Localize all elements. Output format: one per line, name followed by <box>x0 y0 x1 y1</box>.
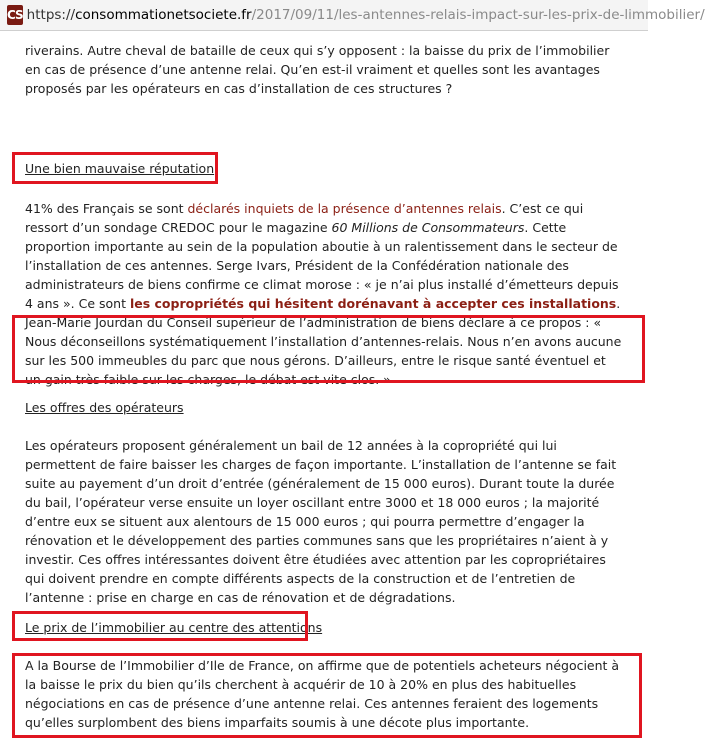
paragraph-reputation <box>25 199 625 389</box>
paragraph-text: . Cette proportion importante au sein de la population aboutie à un ralentissement dans le secteur de l’installation de ces antennes. Serge Ivars, Président de la Confédération nationale des administrateurs de biens confirme ce climat morose : « je n’ai plus installé d’émetteurs depuis 4 ans ». Ce sont <box>25 220 619 311</box>
paragraph-text: . C’est ce qui ressort d’un sondage CREDOC pour le magazine <box>25 201 584 235</box>
heading-prix-immobilier: Le prix de l’immobilier au centre des attentions <box>25 620 323 635</box>
paragraph-prix: A la Bourse de l’Immobilier d’Ile de France, on affirme que de potentiels acheteurs négocient à la baisse le prix du bien qu’ils cherchent à acquérir de 10 à 20% en plus des habituelles négociations en cas de présence d’une antenne relai. Ces antennes feraient des logements qu’elles surplombent des biens imparfaits soumis à une décote plus importante. <box>25 658 620 730</box>
url-domain: consommationetsociete.fr <box>75 7 252 23</box>
paragraph-offres: Les opérateurs proposent généralement un bail de 12 années à la copropriété qui lui permettent de faire baisser les charges de façon importante. L’installation de l’antenne se fait suite au payement d’un droit d’entrée (généralement de 15 000 euros). Durant toute la durée du bail, l’opérateur verse ensuite un loyer oscillant entre 3000 et 18 000 euros ; la majorité d’entre eux se situent aux alentours de 15 000 euros ; qui pourra permettre d’engager la rénovation et le développement des parties communes sans que les propriétaires n’aient à y investir. Ces offres intéressantes doivent être étudiées avec attention par les copropriétaires qui doivent prendre en compte différents aspects de la construction et de l’entretien de l’antenne : prise en charge en cas de rénovation et de dégradations. <box>25 438 617 605</box>
intro-paragraph: riverains. Autre cheval de bataille de ceux qui s’y opposent : la baisse du prix de l’immobilier en cas de présence d’une antenne relai. Qu’en est-il vraiment et quelles sont les avantages proposés par les opérateurs en cas d’installation de ces structures ? <box>25 43 610 96</box>
heading-mauvaise-reputation: Une bien mauvaise réputation <box>25 161 215 176</box>
paragraph-text: 41% des Français se sont <box>25 201 188 216</box>
link-coproprietes-hesitent[interactable]: les copropriétés qui hésitent dorénavant à accepter ces installations <box>129 296 617 311</box>
url-text[interactable] <box>27 7 705 23</box>
url-path: /2017/09/11/les-antennes-relais-impact-sur-les-prix-de-limmobilier/ <box>251 7 705 23</box>
link-declares-inquiets[interactable]: déclarés inquiets de la présence d’antennes relais <box>187 201 502 216</box>
heading-offres-operateurs: Les offres des opérateurs <box>25 400 184 415</box>
url-protocol: https:// <box>26 7 76 23</box>
browser-address-bar[interactable] <box>0 0 705 31</box>
site-favicon-icon: CS <box>7 5 23 25</box>
magazine-title: 60 Millions de Consommateurs <box>331 220 525 235</box>
paragraph-text: . Jean-Marie Jourdan du Conseil supérieur de l’administration de biens déclare à ce propos : « Nous déconseillons systématiquement l’installation d’antennes-relais. Nous n’en avons aucune sur les 500 immeubles du parc que nous gérons. D’ailleurs, entre le risque santé éventuel et un gain très faible sur les charges, le débat est vite clos. » <box>25 296 622 387</box>
